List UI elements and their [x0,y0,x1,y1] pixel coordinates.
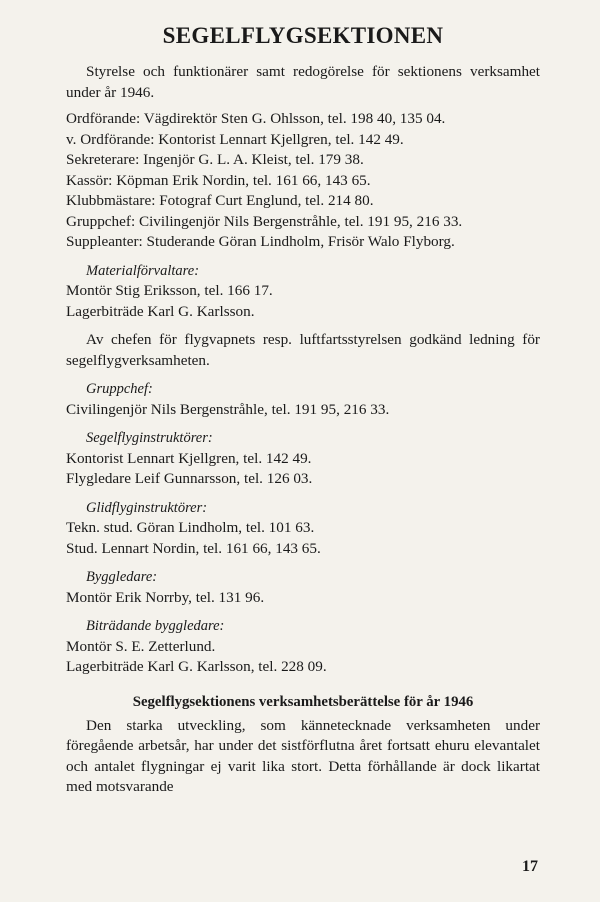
section-label-group-chief: Gruppchef: [86,381,153,397]
sail-instructor-line: Kontorist Lennart Kjellgren, tel. 142 49. [66,449,312,467]
board-line-treasurer: Kassör: Köpman Erik Nordin, tel. 161 66, 143 65. [66,171,371,189]
assistant-builder-line: Montör S. E. Zetterlund. [66,637,216,655]
board-line-chairman: Ordförande: Vägdirektör Sten G. Ohlsson, tel. 198 40, 135 04. [66,110,446,127]
glide-instructor-line: Tekn. stud. Göran Lindholm, tel. 101 63. [66,519,315,536]
board-line-deputies: Suppleanter: Studerande Göran Lindholm, Frisör Walo Flyborg. [66,233,455,250]
section-label-glide-instructors: Glidflyginstruktörer: [86,499,208,516]
document-page [66,22,540,798]
glide-instructor-line: Stud. Lennart Nordin, tel. 161 66, 143 65. [66,539,321,557]
report-heading: Segelflygsektionens verksamhetsberättelse för år 1946 [132,693,474,710]
section-label-builder: Byggledare: [86,569,158,585]
board-list [66,109,540,253]
report-paragraph: Den starka utveckling, som kännetecknade verksamheten under föregående arbetsår, har under det sistförflutna året fortsatt ehuru elevantalet och antalet flygningar ej varit lika stort. Detta förhållande är dock likartat med motsvarande [66,716,540,795]
chief-note-paragraph: Av chefen för flygvapnets resp. luftfartsstyrelsen godkänd ledning för segelflygverksamheten. [66,331,540,369]
board-line-club-master: Klubbmästare: Fotograf Curt Englund, tel. 214 80. [66,192,374,209]
board-line-group-chief: Gruppchef: Civilingenjör Nils Bergenstråhle, tel. 191 95, 216 33. [66,212,463,230]
sail-instructor-line: Flygledare Leif Gunnarsson, tel. 126 03. [66,470,313,487]
board-line-secretary: Sekreterare: Ingenjör G. L. A. Kleist, tel. 179 38. [66,151,364,168]
intro-paragraph: Styrelse och funktionärer samt redogörelse för sektionens verksamhet under år 1946. [66,63,540,101]
page-number: 17 [522,858,538,875]
board-line-vice-chairman: v. Ordförande: Kontorist Lennart Kjellgren, tel. 142 49. [66,130,404,148]
builder-line: Montör Erik Norrby, tel. 131 96. [66,588,265,606]
section-label-sail-instructors: Segelflyginstruktörer: [86,430,213,446]
group-chief-line: Civilingenjör Nils Bergenstråhle, tel. 191 95, 216 33. [66,400,390,418]
material-line: Lagerbiträde Karl G. Karlsson. [66,302,255,320]
section-label-assistant-builder: Biträdande byggledare: [86,618,225,634]
material-line: Montör Stig Eriksson, tel. 166 17. [66,282,273,299]
assistant-builder-line: Lagerbiträde Karl G. Karlsson, tel. 228 09. [66,658,327,675]
page-title: SEGELFLYGSEKTIONEN [162,23,444,48]
section-label-material: Materialförvaltare: [86,262,200,279]
